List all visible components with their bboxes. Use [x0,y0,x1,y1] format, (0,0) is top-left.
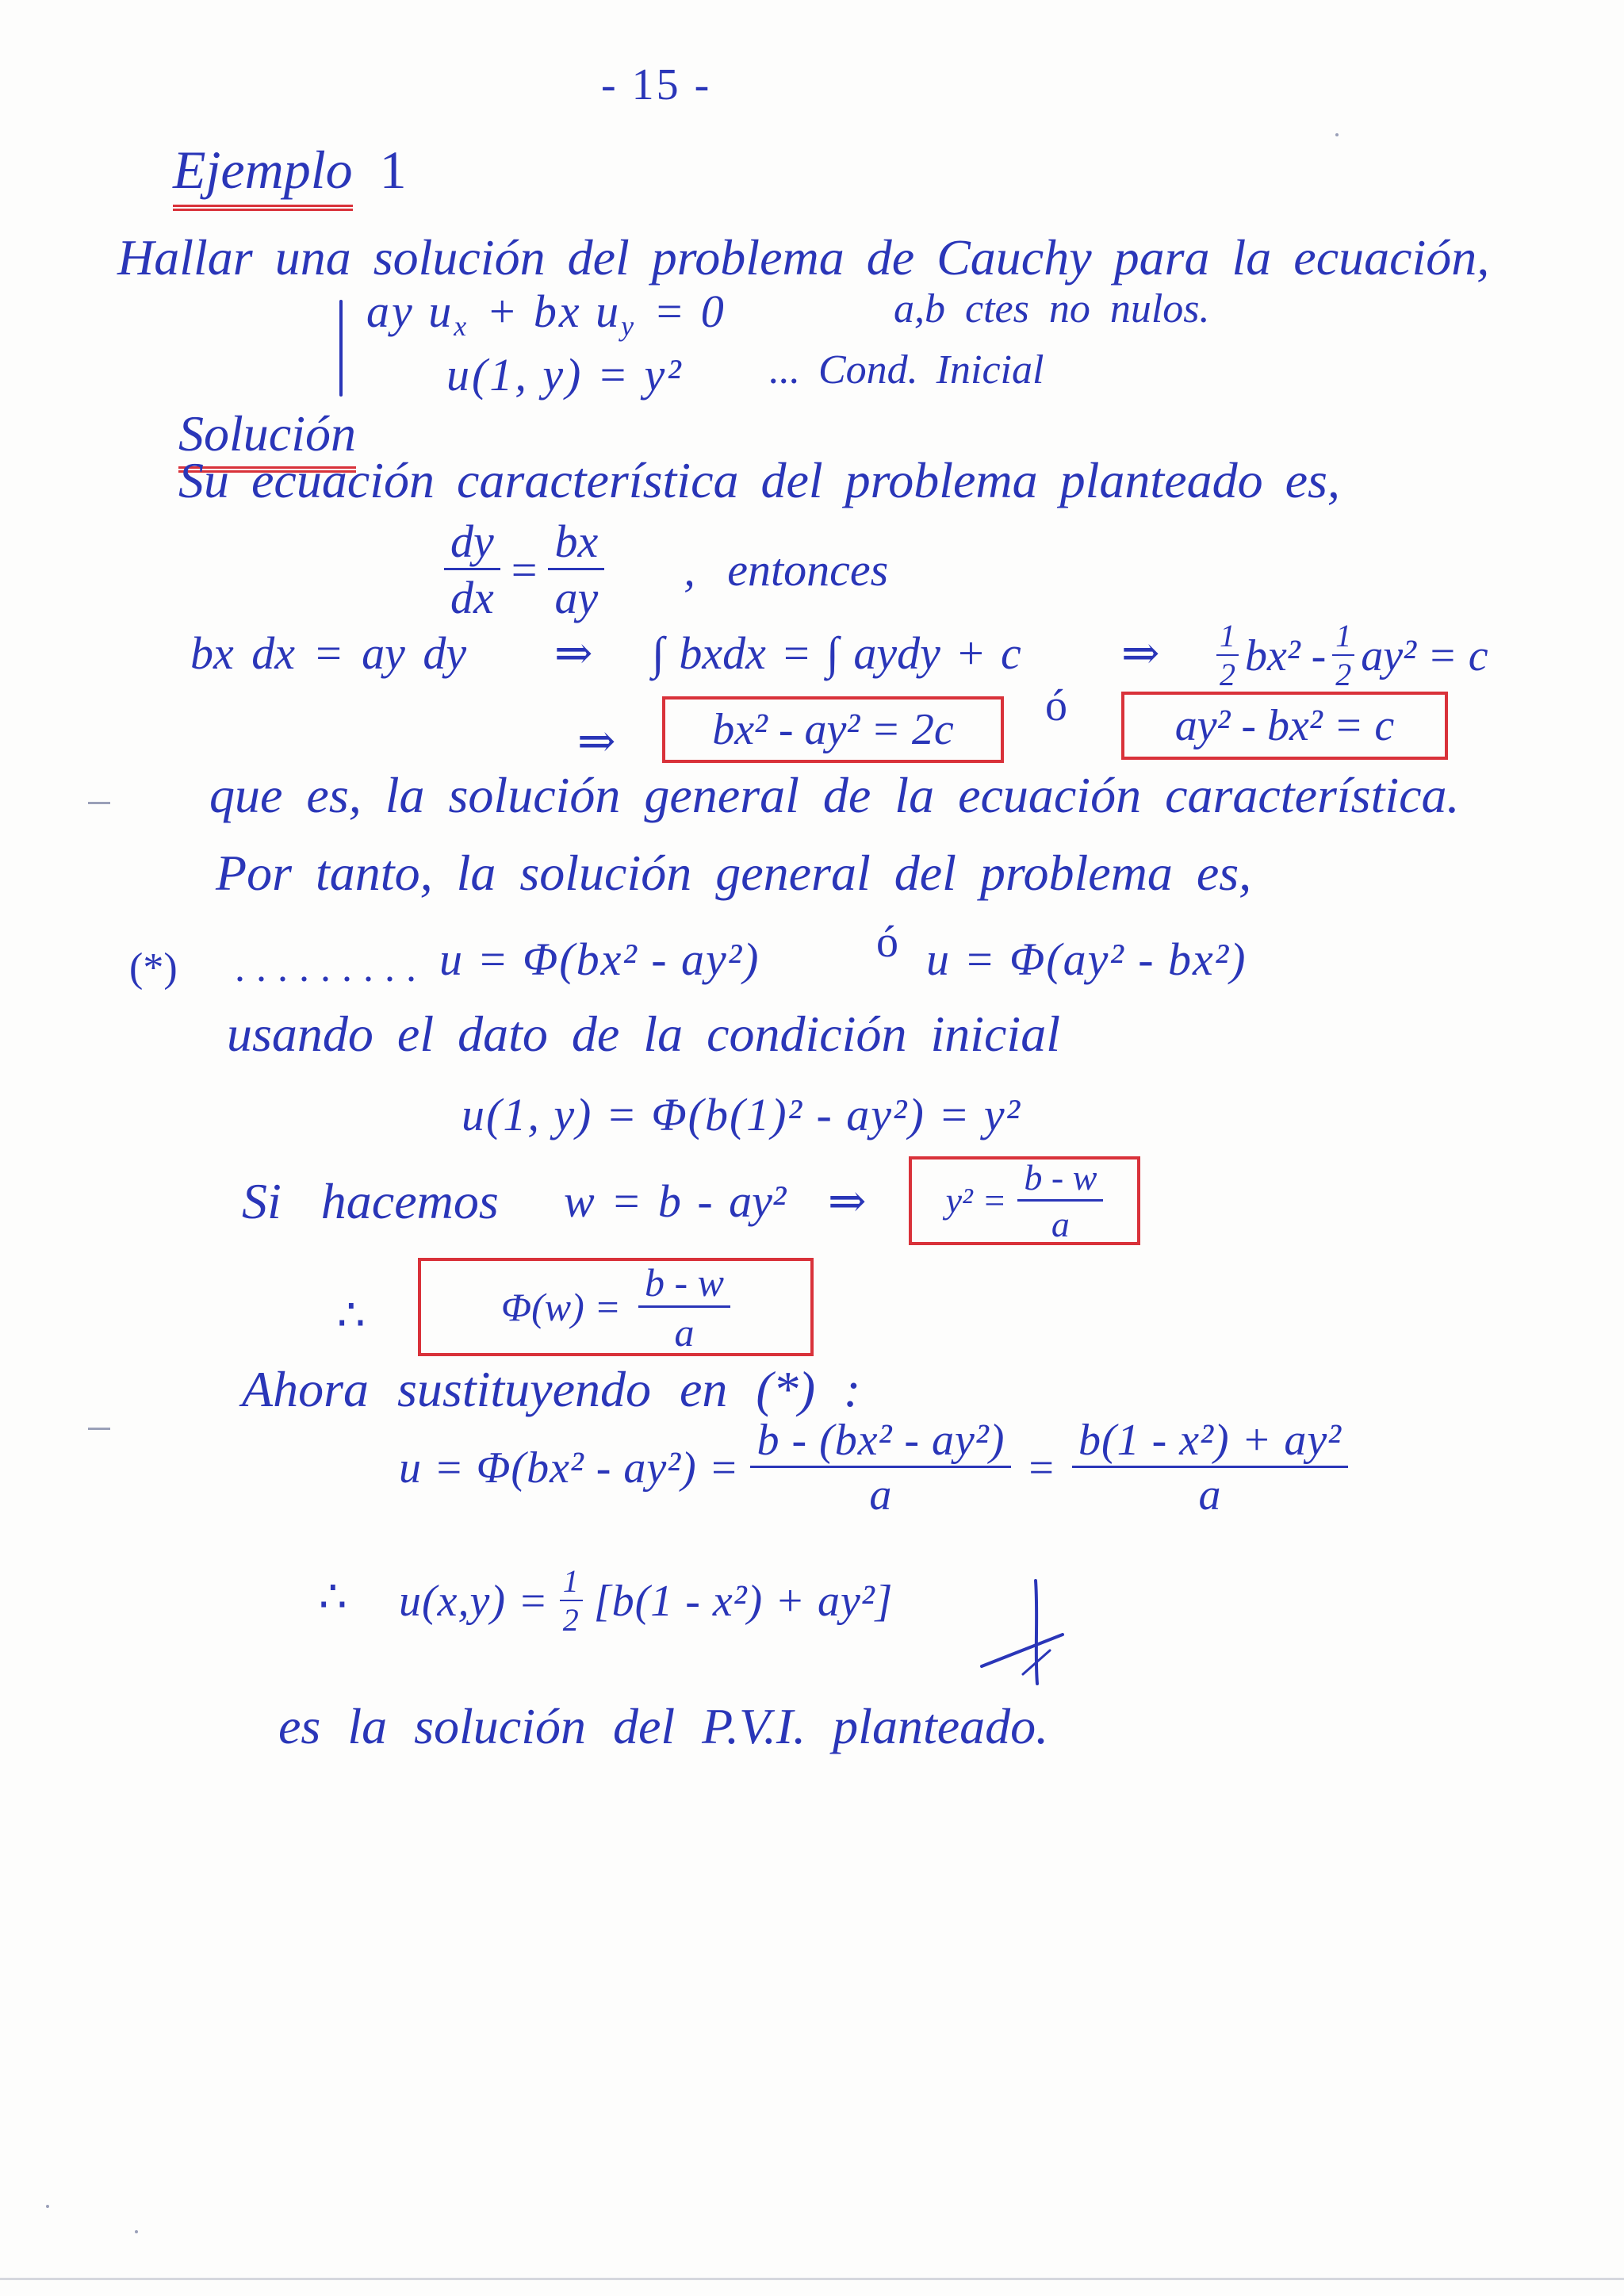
fraction-one-half [1216,620,1239,691]
solution-title: Solución [178,405,356,473]
equals-sign: = [1028,1443,1055,1493]
boxed-result-1-text: bx² - ay² = 2c [712,705,954,754]
boxed-y-squared [909,1156,1140,1245]
constants-note: a,b ctes no nulos. [894,286,1210,332]
fraction-substituted [750,1416,1011,1520]
general-solution-form-2: u = Φ(ay² - bx²) [926,933,1247,985]
example-heading [173,140,407,200]
applied-initial-condition: u(1, y) = Φ(b(1)² - ay²) = y² [462,1089,1022,1140]
or-word: ó [1045,681,1067,730]
fraction-numerator: 1 [1216,620,1239,656]
fraction-denominator: ay [554,572,599,623]
separation-step: bx dx = ay dy [190,627,467,679]
end-of-solution-mark [967,1574,1078,1689]
equation-marker: (*) [129,945,178,991]
scan-edge-line [0,2278,1624,2280]
fraction-b-minus-w-over-a [638,1259,730,1355]
substitution-intro: Ahora sustituyendo en (*) : [242,1361,861,1417]
fraction-denominator: a [674,1309,695,1355]
fraction-numerator: 1 [1332,620,1354,656]
characteristic-equation [444,516,889,623]
fraction-denominator: 2 [1335,657,1352,692]
implies-arrow: ⇒ [577,715,616,767]
margin-dash [88,802,110,804]
end-mark-vertical-stroke [1036,1581,1037,1684]
implies-arrow: ⇒ [828,1175,867,1227]
or-word: ó [876,918,898,967]
initial-condition: u(1, y) = y² [446,349,684,401]
fraction-b-minus-w-over-a [1017,1156,1103,1244]
pde-subscript-x: x [454,309,469,342]
char-eq-tail: , entonces [684,543,889,596]
boxed-result-1 [662,696,1004,763]
fraction-numerator: b - w [1017,1159,1103,1202]
fraction-bx-ay [548,516,604,623]
fraction-denominator: a [1051,1203,1070,1244]
fraction-denominator: 2 [562,1602,580,1638]
fraction-one-half [560,1563,583,1638]
stray-dot [46,2205,49,2208]
fraction-denominator: a [869,1470,893,1520]
fraction-one-half [1332,620,1354,691]
solution-intro: Su ecuación característica del problema planteado es, [178,452,1340,508]
initial-condition-label: ... Cond. Inicial [769,347,1044,393]
system-bracket [339,300,343,397]
general-solution-form-1: u = Φ(bx² - ay²) [439,933,760,985]
final-answer-rhs: [b(1 - x²) + ay²] [593,1576,894,1626]
fraction-numerator: dy [444,519,500,570]
fraction-dy-dx [444,516,500,623]
dotted-leader: ......... [235,945,427,991]
result-comment: que es, la solución general de la ecuación característica. [209,767,1460,823]
general-solution-intro: Por tanto, la solución general del problema es, [216,845,1252,901]
integrated-term-2: ay² = c [1361,631,1488,680]
pde-term-1: ay u [366,286,454,337]
integration-step: ∫ bxdx = ∫ aydy + c [652,627,1021,679]
margin-dash [88,1428,110,1430]
example-title: Ejemplo [173,140,353,211]
example-number: 1 [379,140,407,200]
integrated-equation [1216,620,1495,691]
boxed-result-2 [1121,692,1448,760]
implies-arrow: ⇒ [554,627,593,679]
equals-sign: = [511,543,538,596]
substitution-equation: w = b - ay² [564,1175,787,1227]
fraction-denominator: a [1198,1470,1222,1520]
fraction-simplified [1072,1416,1348,1520]
fraction-numerator: b - w [638,1263,730,1308]
fraction-numerator: b(1 - x²) + ay² [1072,1418,1348,1468]
boxed-phi-function [418,1258,814,1356]
final-answer-lhs: u(x,y) = [399,1576,549,1626]
closing-sentence: es la solución del P.V.I. planteado. [278,1698,1049,1754]
boxed-y-squared-lhs: y² = [945,1180,1007,1221]
pde-equation [366,286,726,342]
fraction-numerator: b - (bx² - ay²) [750,1418,1011,1468]
substitution-lead: Si hacemos [242,1173,499,1229]
integrated-term-1: bx² - [1245,631,1327,680]
problem-statement: Hallar una solución del problema de Cauchy para la ecuación, [117,229,1490,286]
fraction-numerator: 1 [560,1566,583,1601]
use-initial-text: usando el dato de la condición inicial [227,1006,1060,1062]
stray-dot [1335,133,1339,136]
boxed-result-2-text: ay² - bx² = c [1174,701,1395,750]
stray-dot [135,2230,138,2233]
substituted-equation [399,1416,1359,1520]
therefore-symbol: ∴ [319,1573,347,1622]
implies-arrow: ⇒ [1121,627,1160,679]
pde-subscript-y: y [621,309,637,342]
boxed-phi-lhs: Φ(w) = [501,1285,621,1329]
final-answer [399,1563,894,1638]
fraction-numerator: bx [548,519,604,570]
fraction-denominator: 2 [1220,657,1235,692]
substituted-lhs: u = Φ(bx² - ay²) = [399,1443,740,1493]
pde-term-2: + bx u [486,286,622,337]
fraction-denominator: dx [450,572,494,623]
page-number: - 15 - [601,60,712,109]
pde-term-3: = 0 [653,286,726,337]
therefore-symbol: ∴ [337,1291,366,1340]
